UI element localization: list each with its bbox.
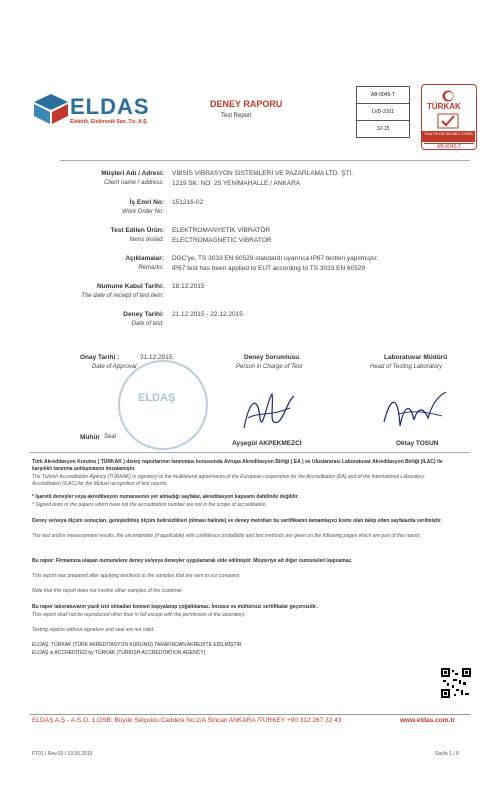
approval-date: 31.12.2015 (140, 354, 173, 361)
divider (30, 452, 470, 453)
customer-name: VİBSİS VİBRASYON SİSTEMLERİ VE PAZARLAMA LTD. ŞTİ. (172, 170, 354, 177)
footer-website: www.eldas.com.tr (400, 717, 456, 724)
test-responsible-name: Ayşegül AKPEKMEZCİ (232, 440, 302, 447)
note-accreditation-en: The Turkish Accreditation Agency (TÜRKAK) is signatory to the multilateral agreements of the European cooperation for the Accreditation (EA) and of the International Laboratory Accreditation (ILAC) for the Mutual recognition of test reports. (32, 474, 425, 487)
note-results-en: The test and/or measurement results, the uncertainties (if applicable) with confidence probability and test methods are given on the following pages which are part of this report. (32, 533, 421, 539)
seal-text: ELDAŞ (138, 392, 176, 404)
code-report: LVD-3101 (357, 104, 409, 121)
crescent-star-icon (442, 90, 454, 102)
code-period: 12-15 (376, 126, 390, 132)
report-title: DENEY RAPORU (210, 99, 283, 109)
checkmark-icon (437, 113, 459, 129)
note-copy-en: This report shall not be reproduced other than in full except with the permission of the laboratory. (32, 612, 246, 618)
signature-test-responsible (238, 388, 298, 436)
remarks-label-en: Remarks: (138, 265, 164, 271)
divider (60, 160, 470, 161)
footer-divider (30, 714, 470, 715)
remarks-label: Açıklamalar: (125, 255, 164, 262)
item-label: Test Edilen Ürün: (110, 227, 164, 234)
seal-label-en: Seal (104, 434, 117, 440)
turkak-code: AB-0045-T (424, 143, 474, 150)
turkak-standard: Test TS EN ISO/IEC 17025 (422, 131, 475, 142)
remarks-en: IP67 test has been applied to EUT according to TS 3033 EN 60529 (172, 265, 366, 272)
note-copy-en-2: Testing reports without signature and seal are not valid. (32, 627, 155, 633)
signature-lab-manager (380, 386, 450, 434)
item-name-tr: ELEKTROMANYETİK VİBRATÖR (172, 227, 271, 234)
note-copy-tr: Bu rapor laboratuvarın yazılı izni olmadan kısmen kopyalanıp çoğaltılamaz. İmzasız ve mühürsüz sertifikalar geçersizdir. (32, 604, 318, 610)
note-accreditation-tr: Türk Akreditasyon Kurumu ( TÜRKAK ) deney raporlarının tanınması konusunda Avrupa Akreditasyon Birliği ( EA ) ve Uluslararası Laboratuvar Akreditasyon Birliği (ILAC) ile karşılıklı tanınma antlaşmasını imzalamıştır. (32, 459, 443, 472)
note-samples-en: This report was prepared after applying test/tests to the samples that are sent to our company. (32, 573, 241, 579)
eldas-logo-icon (34, 94, 68, 124)
footer-address: ELDAŞ A.Ş - A.S.O. 1.OSB. Büyük Selçuklu Caddesi No:2/A Sincan ANKARA /TURKEY +90 312 267 32 43 (32, 717, 342, 724)
code-box (356, 86, 410, 138)
receipt-date: 18.12.2015 (172, 283, 205, 290)
note-signed-tr: * İşaretli deneyler veya akreditasyon numarasının yer almadığı sayfalar, akreditasyon kapsamı dahilinde değildir. (32, 494, 299, 500)
logo-subtitle: Elektrik, Elektronik San. Tic. A.Ş. (70, 119, 148, 125)
note-signed-en: * Signed tests or the papers which have not the accreditation number are not in the scope of accreditation. (32, 502, 267, 508)
test-date-label-en: Date of test: (131, 321, 164, 327)
company-seal (118, 360, 208, 450)
qr-code-icon (441, 668, 471, 698)
customer-label-en: Client name / address: (103, 180, 164, 186)
lab-manager-label: Laboratuvar Müdürü (384, 354, 448, 361)
item-label-en: Items tested: (129, 237, 164, 243)
page-number: Sayfa 1 / 8 (435, 751, 459, 757)
note-accredited-en: ELDAŞ is ACCREDITED by TÜRKAK (TURKISH ACCREDITATION AGENCY) (32, 650, 206, 656)
approval-label-en: Date of Approval (92, 364, 137, 370)
remarks-tr: DGC'ye, TS 3033 EN 60529 standardı uyarınca IP67 testleri yapılmıştır. (172, 255, 379, 262)
receipt-label: Numune Kabul Tarihi: (96, 283, 164, 290)
test-responsible-label-en: Person in Charge of Test (236, 364, 303, 370)
approval-label: Onay Tarihi : (80, 354, 120, 361)
order-number: 151216-02 (172, 199, 204, 206)
customer-label: Müşteri Adı / Adresi: (101, 170, 164, 177)
receipt-label-en: The date of receipt of test item: (81, 293, 164, 299)
seal-label: Mühür (80, 434, 100, 441)
lab-manager-name: Oktay TOSUN (396, 440, 439, 447)
report-subtitle: Test Report (221, 113, 252, 119)
test-responsible-label: Deney Sorumlusu (244, 354, 300, 361)
logo-text: ELDAS (70, 94, 150, 119)
code-accreditation: AB-0045-T (357, 87, 409, 104)
form-code: FT01 / Rev.02 / 13.05.2015 (32, 751, 93, 757)
order-label: İş Emri No: (129, 199, 164, 206)
item-name-en: ELECTROMAGNETIC VIBRATOR (172, 237, 272, 244)
note-accredited-tr: ELDAŞ; TÜRKAK (TÜRK AKREDİTASYON KURUMU) TARAFINDAN AKREDİTE EDİLMİŞTİR (32, 642, 242, 648)
note-samples-en-2: Note that this report does not involve other samples of the customer. (32, 588, 184, 594)
turkak-name: TÜRKAK (427, 102, 461, 111)
customer-address: 1219 SK. NO: 25 YENİMAHALLE / ANKARA (172, 180, 301, 187)
note-results-tr: Deney ve/veya ölçüm sonuçları, genişletilmiş ölçüm belirsizlikleri (olması halinde) ve deney metotları bu sertifikanın tamamlayıcı kısmı olan takip eden sayfalarda verilmiştir. (32, 518, 442, 524)
lab-manager-label-en: Head of Testing Laboratory (370, 364, 443, 370)
order-label-en: Work Order No: (121, 209, 164, 215)
test-date: 21.12.2015 - 22.12.2015 (172, 311, 243, 318)
test-date-label: Deney Tarihi: (123, 311, 164, 318)
note-samples-tr: Bu rapor: Firmamıza ulaşan numunelere deney ve/veya deneyler uygulanarak elde edilmiştir. Müşteriye ait diğer numuneleri kapsamaz. (32, 558, 353, 564)
